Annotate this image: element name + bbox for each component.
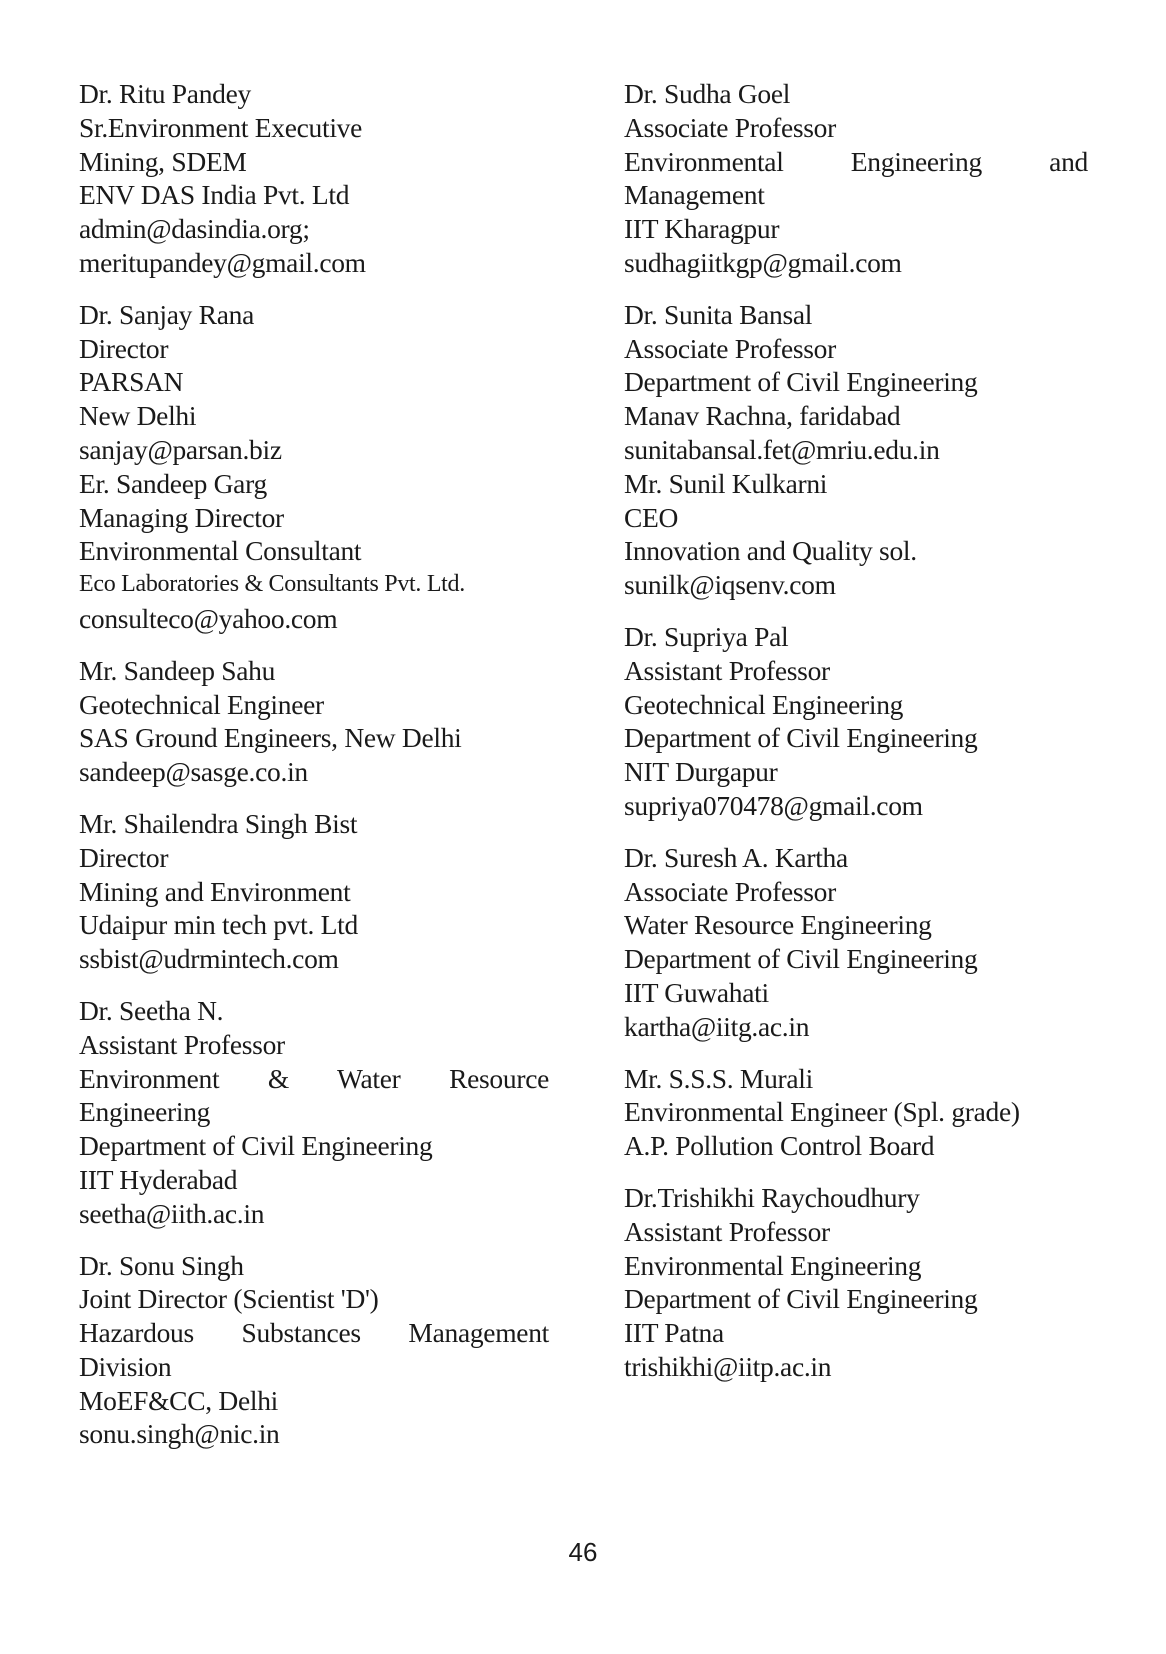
contact-entry bbox=[79, 654, 549, 789]
contact-title: Environmental Engineer (Spl. grade) bbox=[624, 1096, 1020, 1128]
contact-name: Mr. S.S.S. Murali bbox=[624, 1062, 813, 1094]
contact-entry bbox=[79, 77, 549, 280]
contact-name: Dr. Sunita Bansal bbox=[624, 298, 813, 330]
contact-name: Dr. Supriya Pal bbox=[624, 620, 789, 652]
contact-department: Environmental Consultant bbox=[79, 535, 362, 567]
contact-title: Associate Professor bbox=[624, 111, 836, 143]
contact-organization: SAS Ground Engineers, New Delhi bbox=[79, 722, 462, 754]
page-number: 46 bbox=[568, 1537, 598, 1567]
contact-entry bbox=[624, 1181, 1088, 1384]
contact-department: Management bbox=[624, 179, 765, 211]
contact-email: trishikhi@iitp.ac.in bbox=[624, 1350, 832, 1382]
contact-email: sunitabansal.fet@mriu.edu.in bbox=[624, 433, 940, 465]
contact-entry bbox=[79, 1249, 549, 1452]
contact-department: Department of Civil Engineering bbox=[79, 1130, 433, 1162]
contact-title: Director bbox=[79, 332, 169, 364]
contact-entry bbox=[624, 1062, 1088, 1163]
contact-organization: IIT Guwahati bbox=[624, 976, 769, 1008]
contact-email: seetha@iith.ac.in bbox=[79, 1197, 265, 1229]
contact-department: Department of Civil Engineering bbox=[624, 366, 978, 398]
contact-department: Mining, SDEM bbox=[79, 145, 247, 177]
contact-title: Sr.Environment Executive bbox=[79, 111, 363, 143]
right-column bbox=[624, 77, 1088, 1402]
contact-title: Assistant Professor bbox=[624, 654, 830, 686]
contact-name: Mr. Sunil Kulkarni bbox=[624, 467, 828, 499]
contact-organization: IIT Hyderabad bbox=[79, 1163, 238, 1195]
contact-organization: A.P. Pollution Control Board bbox=[624, 1130, 935, 1162]
contact-title: Director bbox=[79, 841, 169, 873]
contact-name: Dr. Ritu Pandey bbox=[79, 78, 251, 109]
contact-email: admin@dasindia.org; bbox=[79, 213, 310, 245]
contact-title: Joint Director (Scientist 'D') bbox=[79, 1283, 379, 1315]
contact-title: Geotechnical Engineer bbox=[79, 688, 324, 720]
contact-organization: Manav Rachna, faridabad bbox=[624, 400, 901, 432]
contact-organization: NIT Durgapur bbox=[624, 756, 778, 788]
contact-entry bbox=[624, 77, 1088, 280]
contact-entry bbox=[79, 807, 549, 976]
contact-name: Dr. Suresh A. Kartha bbox=[624, 841, 848, 873]
contact-department: Engineering bbox=[79, 1096, 211, 1128]
contact-department: Hazardous Substances Management bbox=[79, 1317, 549, 1349]
contact-organization: MoEF&CC, Delhi bbox=[79, 1384, 279, 1416]
contact-name: Dr.Trishikhi Raychoudhury bbox=[624, 1181, 920, 1213]
contact-organization: Innovation and Quality sol. bbox=[624, 535, 917, 567]
contact-department: Environment & Water Resource bbox=[79, 1062, 549, 1094]
contact-email: sunilk@iqsenv.com bbox=[624, 569, 836, 601]
contact-email: sanjay@parsan.biz bbox=[79, 433, 282, 465]
contact-email: sudhagiitkgp@gmail.com bbox=[624, 246, 902, 278]
contact-title: Associate Professor bbox=[624, 332, 836, 364]
contact-entry bbox=[79, 298, 549, 636]
contact-title: Associate Professor bbox=[624, 875, 836, 907]
contact-department: Department of Civil Engineering bbox=[624, 722, 978, 754]
contact-location: New Delhi bbox=[79, 400, 197, 432]
contact-department: Water Resource Engineering bbox=[624, 909, 932, 941]
contact-department: Department of Civil Engineering bbox=[624, 943, 978, 975]
contact-entry bbox=[624, 620, 1088, 823]
contact-entry bbox=[624, 841, 1088, 1044]
contact-email: sandeep@sasge.co.in bbox=[79, 756, 308, 788]
left-column bbox=[79, 77, 549, 1469]
contact-department: Department of Civil Engineering bbox=[624, 1283, 978, 1315]
contact-name: Mr. Sandeep Sahu bbox=[79, 654, 276, 686]
contact-department: Environmental Engineering and bbox=[624, 145, 1088, 177]
contact-email: ssbist@udrmintech.com bbox=[79, 943, 339, 975]
contact-title: Managing Director bbox=[79, 501, 284, 533]
contact-email: sonu.singh@nic.in bbox=[79, 1418, 280, 1450]
contact-entry bbox=[624, 298, 1088, 602]
contact-organization: IIT Kharagpur bbox=[624, 213, 780, 245]
contact-organization: Eco Laboratories & Consultants Pvt. Ltd. bbox=[79, 571, 465, 598]
contact-department: Environmental Engineering bbox=[624, 1249, 922, 1281]
contact-name: Dr. Sudha Goel bbox=[624, 78, 791, 109]
contact-email: meritupandey@gmail.com bbox=[79, 246, 366, 278]
contact-department: Division bbox=[79, 1350, 172, 1382]
contact-name: Dr. Seetha N. bbox=[79, 994, 224, 1026]
contact-email: consulteco@yahoo.com bbox=[79, 602, 338, 634]
contact-title: Assistant Professor bbox=[624, 1215, 830, 1247]
contact-title: Assistant Professor bbox=[79, 1028, 285, 1060]
contact-email: supriya070478@gmail.com bbox=[624, 789, 923, 821]
contact-organization: ENV DAS India Pvt. Ltd bbox=[79, 179, 350, 211]
contact-organization: PARSAN bbox=[79, 366, 184, 398]
contact-name: Mr. Shailendra Singh Bist bbox=[79, 807, 358, 839]
contact-department: Geotechnical Engineering bbox=[624, 688, 904, 720]
contact-organization: IIT Patna bbox=[624, 1317, 724, 1349]
contact-name: Er. Sandeep Garg bbox=[79, 467, 267, 499]
contact-entry bbox=[79, 994, 549, 1231]
contact-title: CEO bbox=[624, 501, 679, 533]
contact-organization: Udaipur min tech pvt. Ltd bbox=[79, 909, 358, 941]
contact-department: Mining and Environment bbox=[79, 875, 351, 907]
contact-email: kartha@iitg.ac.in bbox=[624, 1010, 810, 1042]
contact-name: Dr. Sonu Singh bbox=[79, 1249, 244, 1281]
contact-name: Dr. Sanjay Rana bbox=[79, 298, 254, 330]
